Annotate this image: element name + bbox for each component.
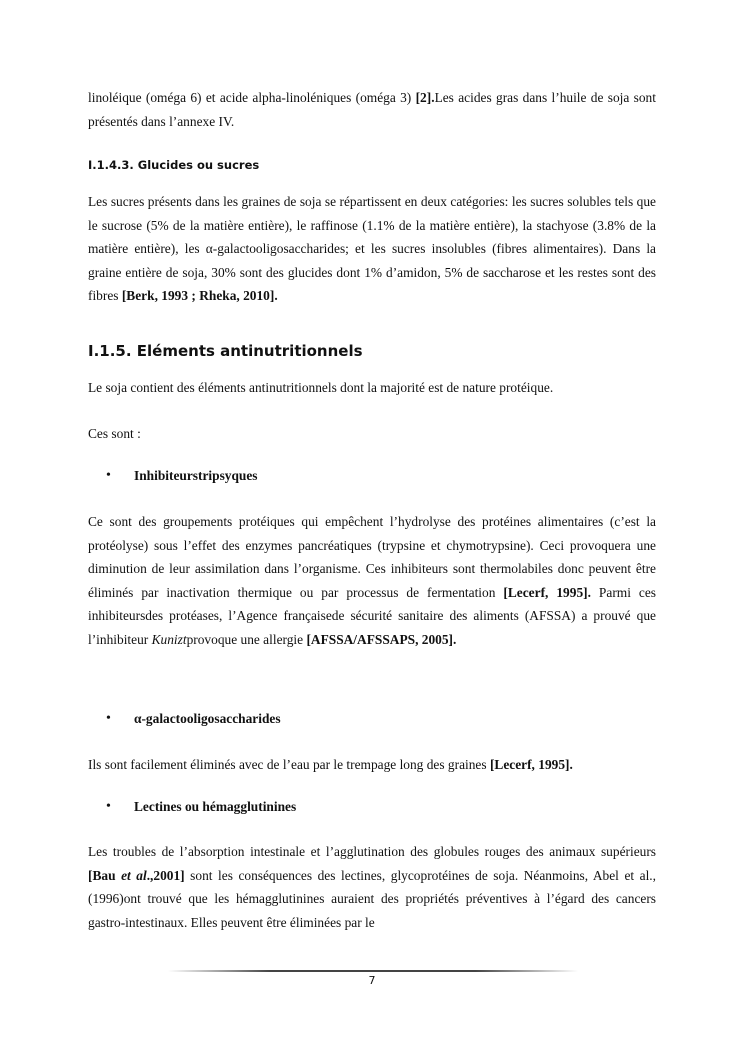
inhibiteurs-title: Inhibiteurstripsyques (134, 468, 258, 483)
inhibiteurs-citation-2: [AFSSA/AFSSAPS, 2005]. (306, 631, 457, 647)
lectines-title: Lectines ou hémagglutinines (134, 799, 297, 814)
intro-paragraph (88, 86, 656, 133)
ces-sont-line: Ces sont : (88, 426, 141, 441)
glucides-heading: I.1.4.3. Glucides ou sucres (88, 158, 260, 172)
lectines-text-b: sont les conséquences des lectines, glycoprotéines de soja. Néanmoins, Abel et al.,(1996)ont trouvé que les hémagglutinines auraient des propriétés préventives à l’égard des cancers gastro-intestinaux. Elles peuvent être éliminées par le (88, 867, 656, 930)
lectines-citation (88, 868, 185, 883)
antinutritionnels-intro: Le soja contient des éléments antinutritionnels dont la majorité est de nature protéique. (88, 380, 554, 395)
bullet-dot-icon: • (106, 799, 111, 814)
glucides-text: Les sucres présents dans les graines de soja se répartissent en deux catégories: les sucres solubles tels que le sucrose (5% de la matière entière), le raffinose (1.1% de la matière entière), la stachyose (3.8% de la matière entière), les α-galactooligosaccharides; et les sucres insolubles (fibres alimentaires). Dans la graine entière de soja, 30% sont des glucides dont 1% d’amidon, 5% de saccharose et les restes sont des fibres (88, 194, 656, 303)
lectines-text-a: Les troubles de l’absorption intestinale et l’agglutination des globules rouges des animaux supérieurs (88, 844, 656, 859)
bullet-dot-icon: • (106, 468, 111, 483)
glucides-paragraph (88, 190, 656, 308)
galacto-paragraph (88, 753, 656, 777)
galacto-citation: [Lecerf, 1995]. (489, 757, 573, 772)
glucides-citation: [Berk, 1993 ; Rheka, 2010]. (121, 288, 278, 303)
lectines-paragraph (88, 840, 656, 934)
lectines-citation-a: [Bau (88, 867, 122, 883)
inhibiteurs-text-a: Ce sont des groupements protéiques qui empêchent l’hydrolyse des protéines alimentaires (c’est la protéolyse) sous l’effet des enzymes pancréatiques (trypsine et chymotrypsine). Ceci provoquera une diminution de leur assimilation dans l’organisme. Ces inhibiteurs sont thermolabiles donc peuvent être éliminés par inactivation thermique ou par processus de fermentation (88, 514, 656, 600)
intro-text-continued: Les acides gras dans l’huile de soja sont présentés dans l’annexe IV. (88, 90, 656, 129)
inhibiteurs-text-c: provoque une allergie (186, 631, 307, 647)
inhibiteurs-text-b: Parmi ces inhibiteursdes protéases, l’Agence françaisede sécurité sanitaire des aliments (AFSSA) a prouvé que l’inhibiteur (88, 584, 656, 647)
intro-citation: [2]. (415, 90, 435, 105)
page-number: 7 (368, 974, 376, 987)
antinutritionnels-heading: I.1.5. Eléments antinutritionnels (88, 342, 363, 360)
inhibiteurs-paragraph (88, 510, 656, 651)
footer-rule (168, 970, 578, 972)
lectines-citation-b: .,2001] (146, 867, 185, 883)
inhibiteurs-citation-1: [Lecerf, 1995]. (503, 584, 591, 600)
lectines-citation-italic: et al (121, 867, 147, 883)
bullet-dot-icon: • (106, 711, 111, 726)
intro-text: linoléique (oméga 6) et acide alpha-linoléniques (oméga 3) (88, 90, 416, 105)
galacto-title: α-galactooligosaccharides (134, 711, 281, 726)
kunizt-italic: Kunizt (151, 631, 187, 647)
galacto-text: Ils sont facilement éliminés avec de l’eau par le trempage long des graines (88, 757, 490, 772)
